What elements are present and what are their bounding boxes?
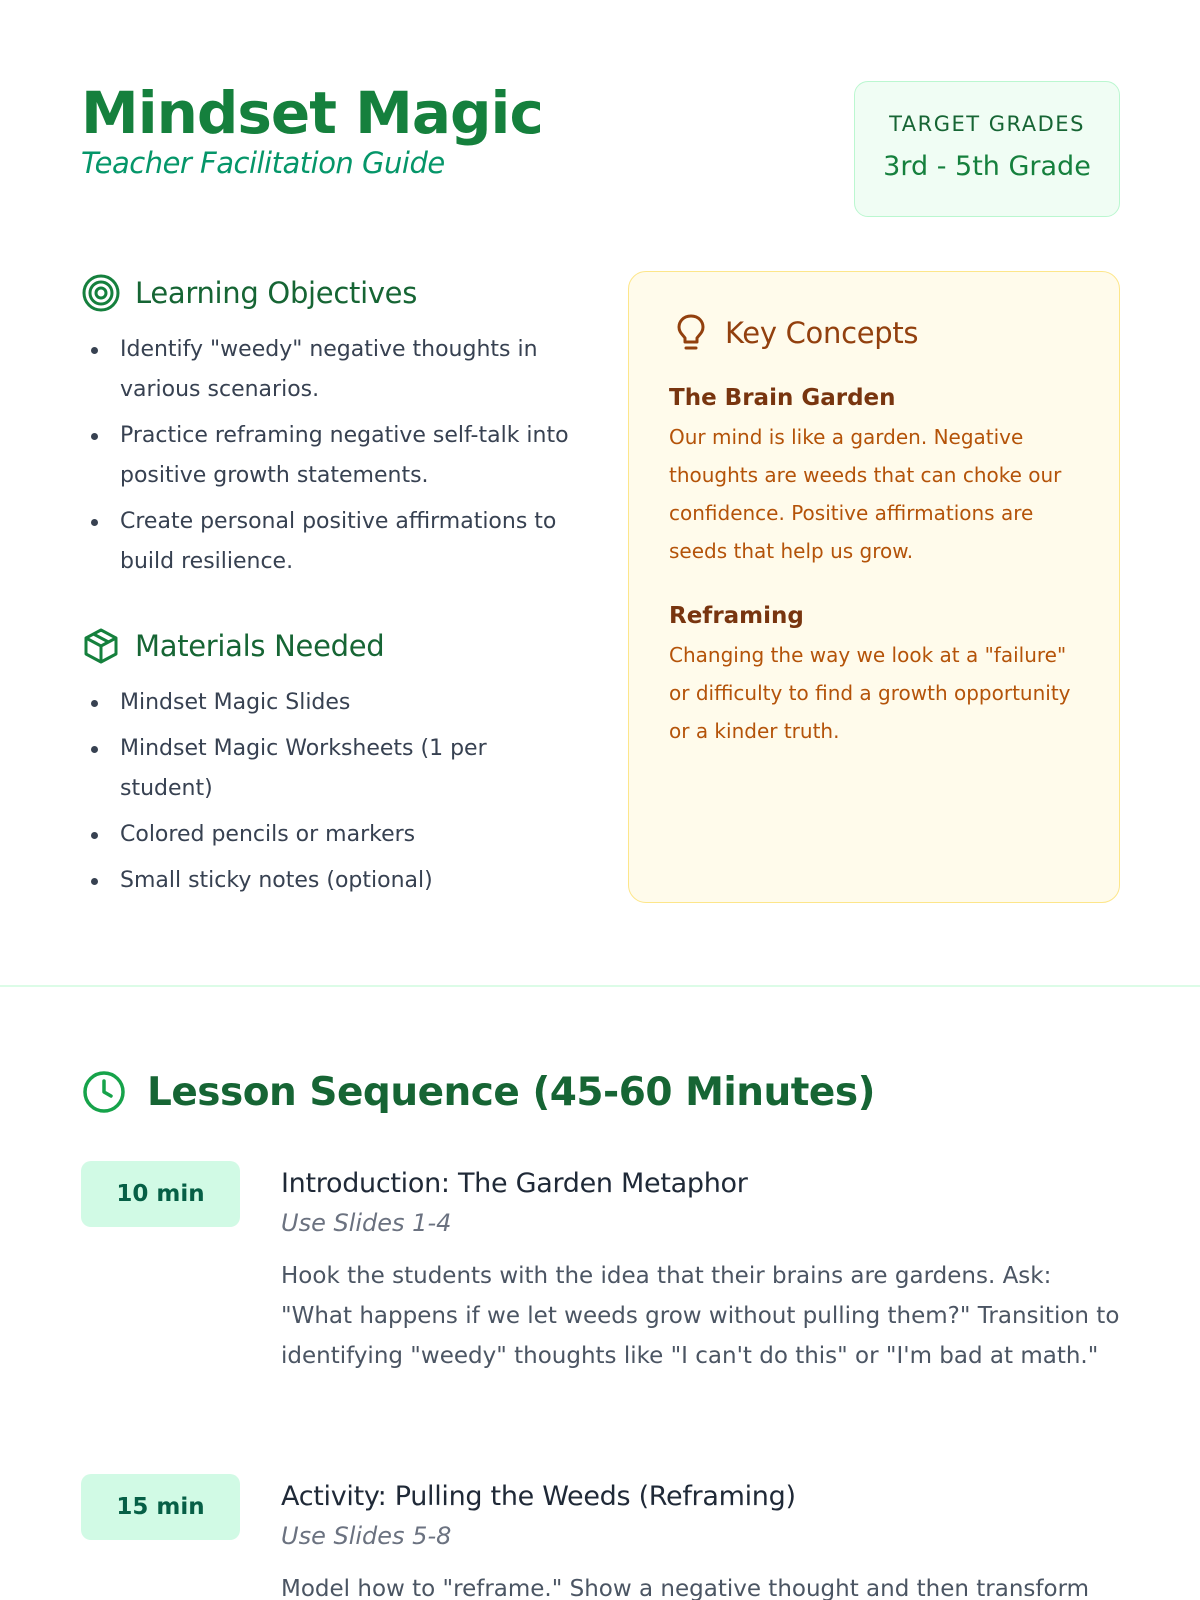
key-concepts-heading [673, 312, 918, 354]
page-subtitle: Teacher Facilitation Guide [81, 146, 445, 180]
time-badge: 15 min [81, 1474, 240, 1540]
lightbulb-icon [673, 312, 709, 354]
key-concepts-title: Key Concepts [725, 316, 919, 350]
target-grades-badge [854, 81, 1120, 217]
concept-body: Changing the way we look at a "failure" or difficulty to find a growth opportunity or a kinder truth. [669, 643, 1071, 743]
material-item: Colored pencils or markers [91, 815, 581, 855]
material-item: Small sticky notes (optional) [91, 861, 581, 901]
concept-title: Reframing [669, 603, 804, 629]
objective-item: Practice reframing negative self-talk into positive growth statements. [91, 416, 581, 496]
box-icon [81, 626, 121, 666]
page-header [81, 78, 543, 182]
lesson-sequence-heading [81, 1069, 875, 1115]
material-item: Mindset Magic Worksheets (1 per student) [91, 729, 581, 809]
objectives-title: Learning Objectives [135, 276, 418, 310]
step-content [281, 1166, 1121, 1376]
step-slides: Use Slides 5-8 [281, 1522, 452, 1550]
materials-heading [81, 626, 384, 666]
target-grades-label: TARGET GRADES [889, 112, 1085, 136]
materials-list [91, 683, 581, 907]
materials-title: Materials Needed [135, 629, 385, 663]
step-description: Hook the students with the idea that their brains are gardens. Ask: "What happens if we let weeds grow without pulling them?" Transition to identifying "weedy" thoughts like "I can't do this" or "I'm bad at math." [281, 1263, 1120, 1369]
step-title: Introduction: The Garden Metaphor [281, 1168, 748, 1199]
key-concepts-card [628, 271, 1120, 903]
objective-item: Identify "weedy" negative thoughts in various scenarios. [91, 330, 581, 410]
step-content [281, 1479, 1121, 1600]
concept-reframing [669, 600, 1089, 750]
step-slides: Use Slides 1-4 [281, 1209, 452, 1237]
target-icon [81, 273, 121, 313]
concept-title: The Brain Garden [669, 385, 896, 411]
clock-icon [81, 1069, 127, 1115]
target-grades-value: 3rd - 5th Grade [883, 151, 1091, 182]
concept-body: Our mind is like a garden. Negative thoughts are weeds that can choke our confidence. Positive affirmations are seeds that help us grow. [669, 425, 1062, 563]
step-description: Model how to "reframe." Show a negative thought and then transform [281, 1576, 1090, 1600]
page-title: Mindset Magic [81, 79, 543, 147]
time-badge: 10 min [81, 1161, 240, 1227]
step-title: Activity: Pulling the Weeds (Reframing) [281, 1481, 796, 1512]
section-divider [0, 985, 1200, 987]
concept-brain-garden [669, 382, 1089, 570]
objective-item: Create personal positive affirmations to build resilience. [91, 502, 581, 582]
objectives-list [91, 330, 581, 588]
material-item: Mindset Magic Slides [91, 683, 581, 723]
lesson-sequence-title: Lesson Sequence (45-60 Minutes) [147, 1069, 875, 1115]
objectives-heading [81, 273, 417, 313]
